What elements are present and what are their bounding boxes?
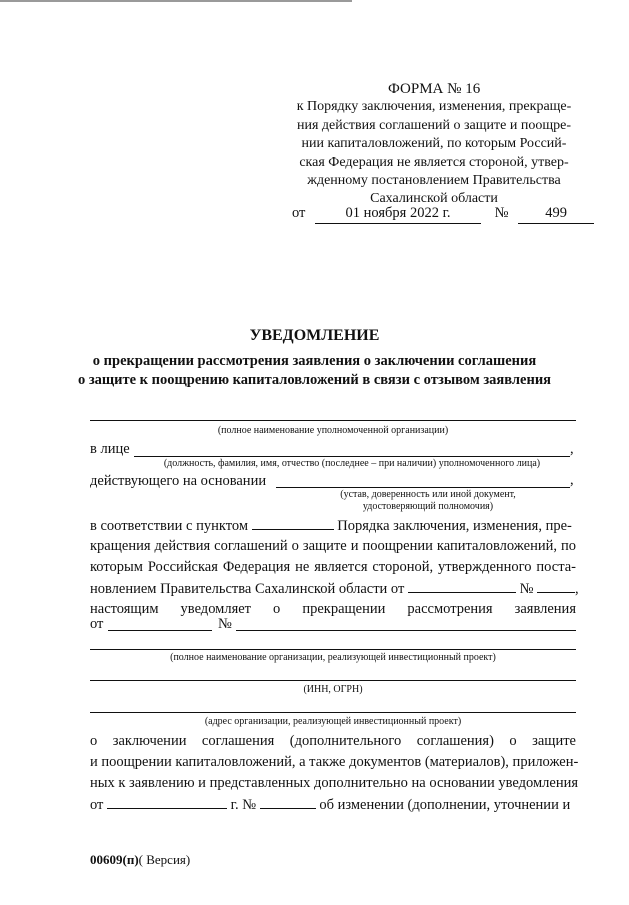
doc-title: УВЕДОМЛЕНИЕ	[249, 327, 380, 344]
header-line-6: Сахалинской области	[370, 191, 498, 206]
header-number-label: №	[494, 205, 509, 221]
notice-number-blank	[260, 794, 316, 809]
application-from-label: от	[90, 616, 104, 632]
footer-code: 00609(п)	[90, 852, 139, 867]
clause-number-blank	[252, 515, 334, 530]
paragraph2-line-4: от г. № об изменении (дополнении, уточнении и	[90, 794, 580, 816]
paragraph2-line-1: о заключении соглашения (дополнительного соглашения) о защите	[90, 733, 576, 749]
header-date-row	[292, 204, 594, 224]
header-line-4: ская Федерация не является стороной, утвер-	[299, 155, 569, 170]
doc-subtitle-2: о защите к поощрению капиталовложений в связи с отзывом заявления	[77, 372, 552, 388]
acting-label: действующего на основании	[90, 473, 267, 489]
notice-date-blank	[107, 794, 227, 809]
org-name-line	[90, 420, 576, 421]
form-title: ФОРМА № 16	[388, 81, 481, 97]
notify-line: настоящим уведомляет о прекращении рассмотрения заявления	[90, 601, 576, 617]
person-hint: (должность, фамилия, имя, отчество (последнее – при наличии) уполномоченного лица)	[163, 458, 541, 469]
application-num-label: №	[218, 616, 232, 632]
paragraph2-line-3: ных к заявлению и представленных дополнительно на основании уведомления	[90, 775, 579, 791]
header-line-1: к Порядку заключения, изменения, прекраще-	[296, 99, 572, 114]
acting-line	[276, 487, 570, 488]
footer-version: ( Версия)	[138, 852, 191, 867]
org-name-hint: (полное наименование уполномоченной организации)	[217, 425, 449, 436]
paragraph-line-3: которым Российская Федерация не является стороной, утвержденного поста-	[90, 559, 576, 575]
header-from-label: от	[292, 205, 306, 221]
footer-code-row	[90, 852, 190, 868]
basis-hint: (устав, доверенность или иной документ, удостоверяющий полномочия)	[340, 489, 516, 512]
acting-comma: ,	[570, 472, 574, 488]
paragraph2-line-2: и поощрении капиталовложений, а также документов (материалов), приложен-	[90, 754, 579, 770]
header-line-2: ния действия соглашений о защите и поощре-	[296, 118, 572, 133]
application-number-line	[236, 630, 576, 631]
address-hint: (адрес организации, реализующей инвестиционный проект)	[204, 716, 462, 727]
doc-subtitle-1: о прекращении рассмотрения заявления о заключении соглашения	[92, 353, 537, 369]
investor-name-line	[90, 649, 576, 650]
header-line-3: нии капиталовложений, по которым Россий-	[301, 136, 567, 151]
scan-edge	[0, 0, 352, 2]
in-person-comma: ,	[570, 441, 574, 457]
inn-line	[90, 680, 576, 681]
header-date: 01 ноября 2022 г.	[315, 204, 481, 224]
according-row: в соответствии с пунктом Порядка заключения, изменения, пре-	[90, 515, 576, 537]
in-person-label: в лице	[90, 441, 130, 457]
investor-name-hint: (полное наименование организации, реализующей инвестиционный проект)	[170, 652, 496, 663]
header-line-5: жденному постановлением Правительства	[307, 173, 561, 188]
in-person-line	[134, 456, 570, 457]
address-line	[90, 712, 576, 713]
application-date-line	[108, 630, 212, 631]
header-number: 499	[518, 204, 594, 224]
decree-number-blank	[537, 578, 575, 593]
inn-hint: (ИНН, ОГРН)	[303, 684, 363, 695]
paragraph-line-4: новлением Правительства Сахалинской области от № ,	[90, 578, 580, 600]
paragraph-line-2: кращения действия соглашений о защите и поощрении капиталовложений, по	[90, 538, 576, 554]
decree-date-blank	[408, 578, 516, 593]
